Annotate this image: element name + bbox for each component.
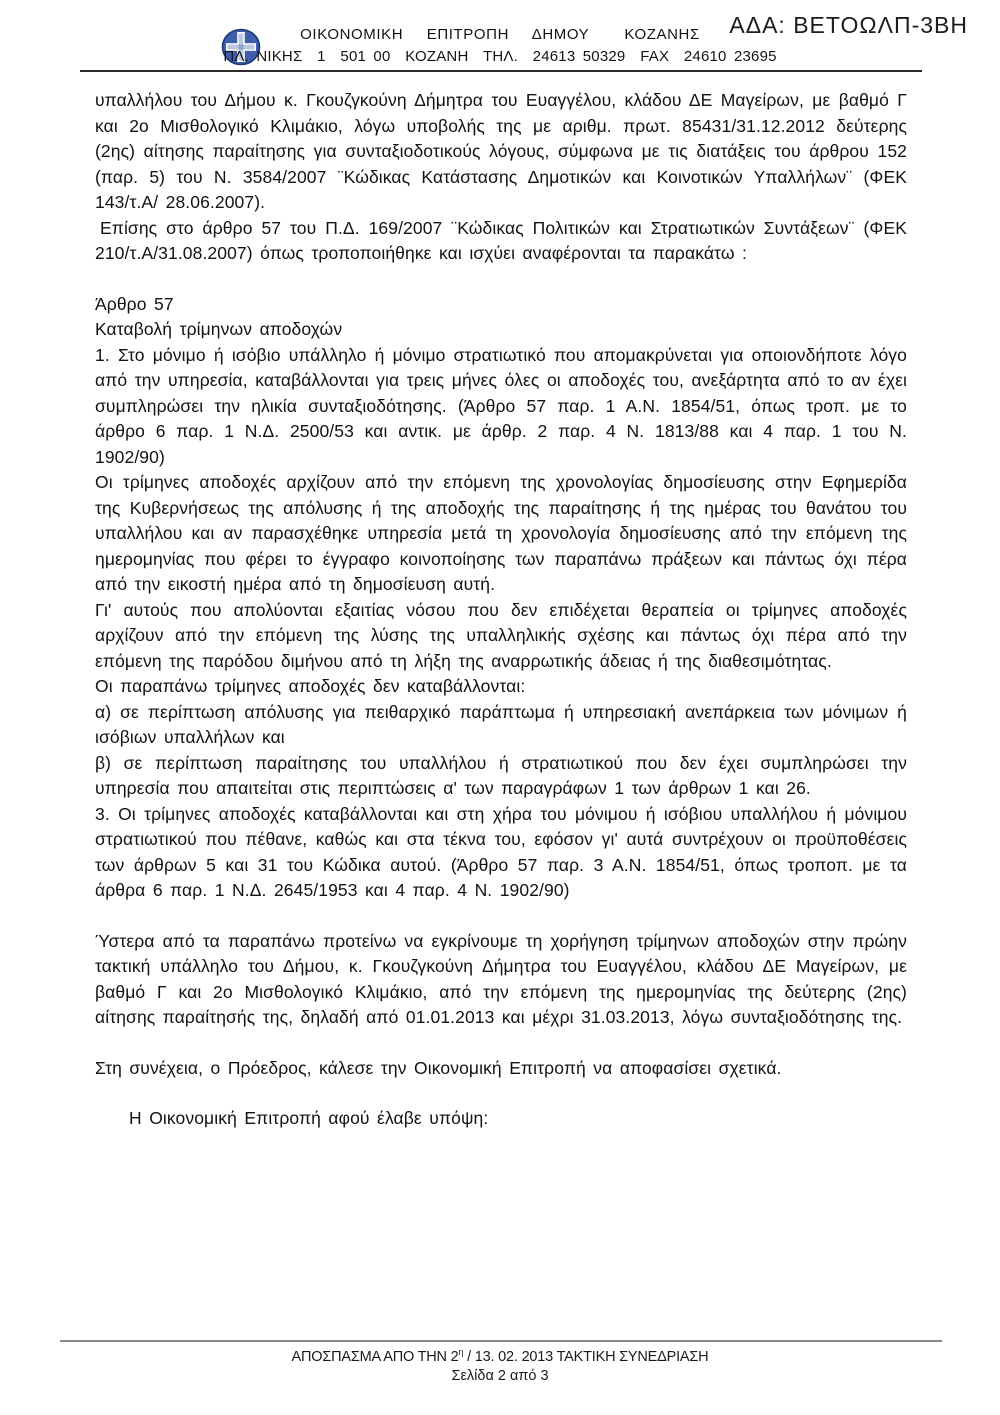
organization-address: ΠΛ. ΝΙΚΗΣ 1 501 00 ΚΟΖΑΝΗ ΤΗΛ. 24613 50329 FAX 24610 23695 <box>223 48 777 65</box>
document-body <box>95 88 907 1132</box>
header-divider <box>80 70 922 72</box>
paragraph-section-1: 1. Στο μόνιμο ή ισόβιο υπάλληλο ή μόνιμο στρατιωτικό που απομακρύνεται για οποιονδήποτε λόγο από την υπηρεσία, καταβάλλονται για τρεις μήνες όλες οι αποδοχές του, ανεξάρτητα από το αν έχει συμπληρώσει την ηλικία συνταξιοδότησης. (Άρθρο 57 παρ. 1 Α.Ν. 1854/51, όπως τροπ. με το άρθρο 6 παρ. 1 Ν.Δ. 2500/53 και αντικ. με άρθρ. 2 παρ. 4 Ν. 1813/88 και 4 παρ. 1 του Ν. 1902/90) <box>95 344 907 467</box>
paragraph-section-3: 3. Οι τρίμηνες αποδοχές καταβάλλονται και στη χήρα του μόνιμου ή ισόβιου υπαλλήλου ή μόνιμου στρατιωτικού που πέθανε, καθώς και στα τέκνα του, εφόσον γι' αυτά συντρέχουν οι προϋποθέσεις των άρθρων 5 και 31 του Κώδικα αυτού. (Άρθρο 57 παρ. 3 Α.Ν. 1854/51, όπως τροποπ. με τα άρθρα 6 παρ. 1 Ν.Δ. 2645/1953 και 4 παρ. 4 Ν. 1902/90) <box>95 803 907 900</box>
paragraph-not-paid-intro: Οι παραπάνω τρίμηνες αποδοχές δεν καταβάλλονται: <box>95 676 526 696</box>
paragraph-proposal: Ύστερα από τα παραπάνω προτείνω να εγκρίνουμε τη χορήγηση τρίμηνων αποδοχών στην πρώην τακτική υπάλληλο του Δήμου, κ. Γκουζγκούνη Δήμητρα του Ευαγγέλου, κλάδου ΔΕ Μαγείρων, με βαθμό Γ και 2ο Μισθολογικό Κλιμάκιο, από την επόμενη της ημερομηνίας της δεύτερης (2ης) αίτησης παραίτησής της, δηλαδή από 01.01.2013 και μέχρι 31.03.2013, λόγω συνταξιοδότησης της. <box>95 930 907 1027</box>
ada-code: ΑΔΑ: ΒΕΤΟΩΛΠ-3ΒΗ <box>729 12 968 38</box>
document-header <box>0 0 1000 72</box>
paragraph-committee-considered: Η Οικονομική Επιτροπή αφού έλαβε υπόψη: <box>129 1108 489 1128</box>
article-57-subheading: Καταβολή τρίμηνων αποδοχών <box>95 319 343 339</box>
footer-session-info <box>0 1347 1000 1365</box>
paragraph-case-b: β) σε περίπτωση παραίτησης του υπαλλήλου ή στρατιωτικού που δεν έχει συμπληρώσει την υπηρεσία που απαιτείται στις περιπτώσεις α' των παραγράφων 1 των άρθρων 1 και 26. <box>95 752 907 798</box>
paragraph-president-call: Στη συνέχεια, ο Πρόεδρος, κάλεσε την Οικονομική Επιτροπή να αποφασίσει σχετικά. <box>95 1057 782 1078</box>
paragraph-law-reference: Επίσης στο άρθρο 57 του Π.Δ. 169/2007 ¨Κώδικας Πολιτικών και Στρατιωτικών Συντάξεων¨ (ΦΕΚ 210/τ.Α/31.08.2007) όπως τροποποιήθηκε και ισχύει αναφέρονται τα παρακάτω : <box>95 217 907 263</box>
paragraph-case-a: α) σε περίπτωση απόλυσης για πειθαρχικό παράπτωμα ή υπηρεσιακή ανεπάρκεια των μόνιμων ή ισόβιων υπαλλήλων και <box>95 701 907 747</box>
paragraph-illness-dismissal: Γι' αυτούς που απολύονται εξαιτίας νόσου που δεν επιδέχεται θεραπεία οι τρίμηνες αποδοχές αρχίζουν από την επόμενη της λύσης της υπαλληλικής σχέσης και πάντως όχι πέρα από την επόμενη της παρόδου διμήνου από τη λήξη της αναρρωτικής άδειας ή της διαθεσιμότητας. <box>95 599 907 671</box>
footer-session-ordinal: η <box>458 1347 464 1357</box>
paragraph-employee-details: υπαλλήλου του Δήμου κ. Γκουζγκούνη Δήμητρα του Ευαγγέλου, κλάδου ΔΕ Μαγείρων, με βαθμό Γ και 2ο Μισθολογικό Κλιμάκιο, λόγω υποβολής της με αριθμ. πρωτ. 85431/31.12.2012 δεύτερης (2ης) αίτησης παραίτησης για συνταξιοδοτικούς λόγους, σύμφωνα με τις διατάξεις του άρθρου 152 (παρ. 5) του Ν. 3584/2007 ¨Κώδικας Κατάστασης Δημοτικών και Κοινοτικών Υπαλλήλων¨ (ΦΕΚ 143/τ.Α/ 28.06.2007). <box>95 90 907 212</box>
organization-name: ΟΙΚΟΝΟΜΙΚΗ ΕΠΙΤΡΟΠΗ ΔΗΜΟΥ ΚΟΖΑΝΗΣ <box>300 26 700 43</box>
footer-divider <box>60 1340 942 1342</box>
article-57-heading: Άρθρο 57 <box>95 293 174 314</box>
footer-page-number: Σελίδα 2 από 3 <box>451 1367 549 1384</box>
document-footer <box>0 1340 1000 1384</box>
paragraph-payment-start: Οι τρίμηνες αποδοχές αρχίζουν από την επόμενη της χρονολογίας δημοσίευσης στην Εφημερίδα της Κυβερνήσεως της απόλυσης ή της αποδοχής της παραίτησης ή της ημέρας του θανάτου του υπαλλήλου και αν παρασχέθηκε υπηρεσία μετά τη χρονολογία δημοσίευσης από την επόμενη της ημερομηνίας που φέρει το έγγραφο κοινοποίησης των παραπάνω πράξεων και πάντως όχι πέρα από την εικοστή ημέρα από τη δημοσίευση αυτή. <box>95 472 907 594</box>
footer-session-prefix: ΑΠΟΣΠΑΣΜΑ ΑΠΟ ΤΗΝ 2 <box>291 1348 459 1365</box>
footer-session-suffix: / 13. 02. 2013 ΤΑΚΤΙΚΗ ΣΥΝΕΔΡΙΑΣΗ <box>463 1348 709 1365</box>
